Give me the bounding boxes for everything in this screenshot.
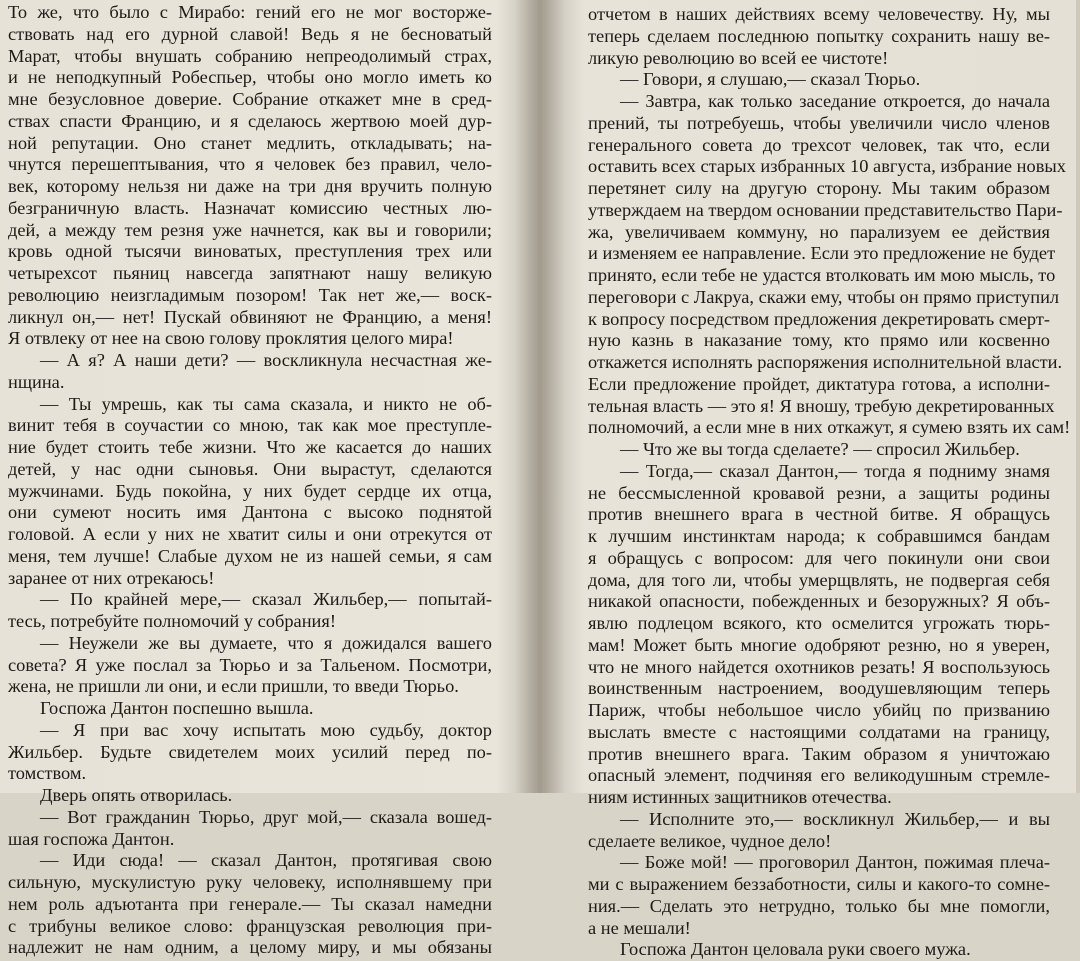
text-line: — Неужели же вы думаете, что я дожидался вашего: [40, 632, 492, 653]
text-line: ния.— Сделать это нетрудно, только бы мне помогли,: [588, 895, 1050, 916]
text-line: меня, тем лучше! Слабые духом не из нашей семьи, я сам: [8, 545, 492, 566]
text-line: То же, что было с Мирабо: гений его не мог восторже-: [8, 2, 492, 22]
text-line: ние будет стоить тебе жизни. Что же касается до наших: [8, 437, 492, 457]
text-line: Госпожа Дантон поспешно вышла.: [40, 698, 314, 718]
page-edge: [1076, 0, 1080, 793]
text-line: утверждаем на твердом основании представительство Пари-: [588, 199, 1063, 220]
text-line: против внешнего врага в честной битве. Я обращусь: [588, 504, 1050, 525]
book-gutter: [515, 0, 565, 793]
text-line: совета? Я уже послал за Тюрьо и за Тальеном. Посмотри,: [8, 654, 492, 675]
text-line: — Тогда,— сказал Дантон,— тогда я подниму знамя: [620, 460, 1050, 481]
text-line: — Говори, я слушаю,— сказал Тюрьо.: [620, 69, 921, 90]
text-line: революцию неизгладимым позором! Так нет же,— воск-: [8, 284, 492, 305]
text-line: а не мешали!: [588, 917, 691, 938]
text-line: томством.: [8, 763, 87, 784]
text-line: жена, не пришли ли они, и если пришли, то введи Тюрьо.: [8, 676, 459, 697]
text-line: кровь одной тысячи виноватых, преступления трех или: [8, 241, 492, 262]
text-line: не бессмысленной кровавой резни, а защиты родины: [588, 482, 1050, 503]
text-line: ниям истинных защитников отечества.: [588, 787, 892, 807]
text-line: Я отвлеку от нее на свою голову проклятия целого мира!: [8, 328, 454, 349]
text-line: Дверь опять отворилась.: [40, 785, 233, 805]
text-line: шая госпожа Дантон.: [8, 828, 175, 849]
text-line: ствах спасти Францию, и я сделаюсь жертвою моей дур-: [8, 110, 492, 131]
text-line: — Я при вас хочу испытать мою судьбу, доктор: [40, 719, 492, 740]
text-line: заранее от них отрекаюсь!: [8, 567, 215, 588]
text-line: ную казнь в наказание тому, кто прямо или косвенно: [588, 330, 1050, 351]
text-line: нщина.: [8, 371, 65, 392]
text-line: дома, для того ли, чтобы умерщвлять, не подвергая себя: [588, 569, 1050, 590]
text-line: Марат, чтобы внушать собранию непреодолимый страх,: [8, 45, 492, 66]
text-line: — Что же вы тогда сделаете? — спросил Жильбер.: [620, 439, 1020, 459]
text-line: прений, ты потребуешь, чтобы увеличили число членов: [588, 112, 1050, 133]
text-line: винит тебя в соучастии со мною, так как мое преступле-: [8, 415, 492, 436]
text-line: ликую революцию во всей ее чистоте!: [588, 47, 889, 68]
text-line: безграничную власть. Назначат комиссию честных лю-: [8, 197, 492, 218]
text-line: генерального совета до трехсот человек, так что, если: [588, 134, 1050, 155]
text-line: — По крайней мере,— сказал Жильбер,— попытай-: [40, 589, 492, 610]
text-line: мужчинами. Будь покойна, у них будет сердце их отца,: [8, 480, 492, 501]
text-line: оставить всех старых избранных 10 августа, избрание новых: [588, 156, 1066, 177]
text-line: — Вот гражданин Тюрьо, друг мой,— сказала вошед-: [40, 806, 492, 827]
text-line: надлежит не нам одним, а целому миру, и мы обязаны: [8, 937, 492, 958]
text-line: теперь сделаем последнюю попытку сохранить нашу ве-: [588, 25, 1050, 46]
text-line: Париж, чтобы небольшое число убийц по призванию: [588, 700, 1050, 720]
text-line: отчетом в наших действиях всему человечеству. Ну, мы: [588, 4, 1050, 24]
text-line: сделаете великое, чудное дело!: [588, 830, 832, 851]
text-line: ми с выражением беззаботности, силы и какого-то сомне-: [588, 874, 1050, 894]
text-line: и не неподкупный Робеспьер, чтобы оно могло иметь ко: [8, 67, 492, 88]
text-line: воинственным настроением, воодушевляющим теперь: [588, 678, 1050, 699]
text-line: жа, увеличиваем коммуну, но парализуем ее действия: [588, 221, 1050, 242]
left-page: [8, 2, 492, 959]
text-line: век, которому нельзя ни даже на три дня вручить полную: [8, 176, 492, 196]
text-line: детей, у нас одни сыновья. Они вырастут, сделаются: [8, 458, 492, 479]
text-line: Жильбер. Будьте свидетелем моих усилий перед по-: [8, 741, 492, 762]
text-line: Госпожа Дантон целовала руки своего мужа.: [620, 939, 971, 960]
text-line: ной репутации. Оно станет медлить, откладывать; на-: [8, 132, 492, 153]
text-line: к вопросу посредством предложения декретировать смерт-: [588, 308, 1050, 329]
text-line: я обращусь с вопросом: для чего покинули они свои: [588, 547, 1050, 568]
text-line: — Исполните это,— воскликнул Жильбер,— и вы: [620, 808, 1050, 829]
text-line: что не много найдется охотников резать! Я воспользуюсь: [588, 656, 1050, 677]
text-line: — Боже мой! — проговорил Дантон, пожимая плеча-: [620, 852, 1050, 873]
text-line: тельная власть — это я! Я вношу, требую декретированных: [588, 395, 1055, 416]
text-line: выслать вместе с настоящими солдатами на границу,: [588, 721, 1050, 742]
text-line: головой. А если у них не хватит силы и они отрекутся от: [8, 524, 492, 544]
text-line: к лучшим инстинктам народа; к собравшимся бандам: [588, 526, 1050, 546]
text-line: — Ты умрешь, как ты сама сказала, и никто не об-: [40, 393, 492, 414]
text-line: никакой опасности, побежденных и безоружных? Я объ-: [588, 591, 1050, 612]
text-line: опасный элемент, подчиняя его великодушным стремле-: [588, 765, 1050, 786]
text-line: Если предложение пройдет, диктатура готова, а исполни-: [588, 373, 1050, 394]
text-line: откажется исполнять распоряжения исполнительной власти.: [588, 352, 1063, 372]
text-line: четырехсот пьяниц навсегда запятнают нашу великую: [8, 263, 492, 283]
text-line: сильную, мускулистую руку человеку, исполнявшему при: [8, 872, 492, 892]
text-line: они сумеют носить имя Дантона с высоко поднятой: [8, 502, 492, 523]
text-line: мне безусловное доверие. Собрание откажет мне в сред-: [8, 89, 492, 109]
text-line: перетянет силу на другую сторону. Мы таким образом: [588, 178, 1050, 198]
text-line: дей, а между тем резня уже начнется, как вы и говорили;: [8, 219, 492, 240]
text-line: с трибуны великое слово: французская революция при-: [8, 915, 492, 936]
text-line: против внешнего врага. Таким образом я уничтожаю: [588, 743, 1050, 764]
text-line: тесь, потребуйте полномочий у собрания!: [8, 611, 336, 631]
text-line: мам! Может быть многие одобряют резню, но я уверен,: [588, 634, 1050, 655]
text-line: ствовать над его дурной славой! Ведь я не бесноватый: [8, 23, 492, 44]
text-line: чнутся перешептывания, что я человек без правил, чело-: [8, 154, 492, 175]
text-line: и изменяем ее направление. Если это предложение не будет: [588, 243, 1056, 264]
text-line: — Иди сюда! — сказал Дантон, протягивая свою: [40, 850, 492, 871]
text-line: нем роль адъютанта при генерале.— Ты сказал намедни: [8, 893, 492, 914]
text-line: — А я? А наши дети? — воскликнула несчастная же-: [40, 350, 492, 370]
text-line: явлю подлецом всякого, кто осмелится угрожать тюрь-: [588, 613, 1050, 633]
text-line: — Завтра, как только заседание откроется, до начала: [620, 91, 1050, 111]
right-page: [588, 4, 1071, 961]
text-line: ликнул он,— нет! Пускай обвиняют не Францию, а меня!: [8, 306, 492, 327]
text-line: принято, если тебе не удастся втолковать им мою мысль, то: [588, 265, 1056, 285]
text-line: полномочий, а если мне в них откажут, я сумею взять их сам!: [588, 417, 1071, 438]
text-line: переговори с Лакруа, скажи ему, чтобы он прямо приступил: [588, 286, 1060, 307]
